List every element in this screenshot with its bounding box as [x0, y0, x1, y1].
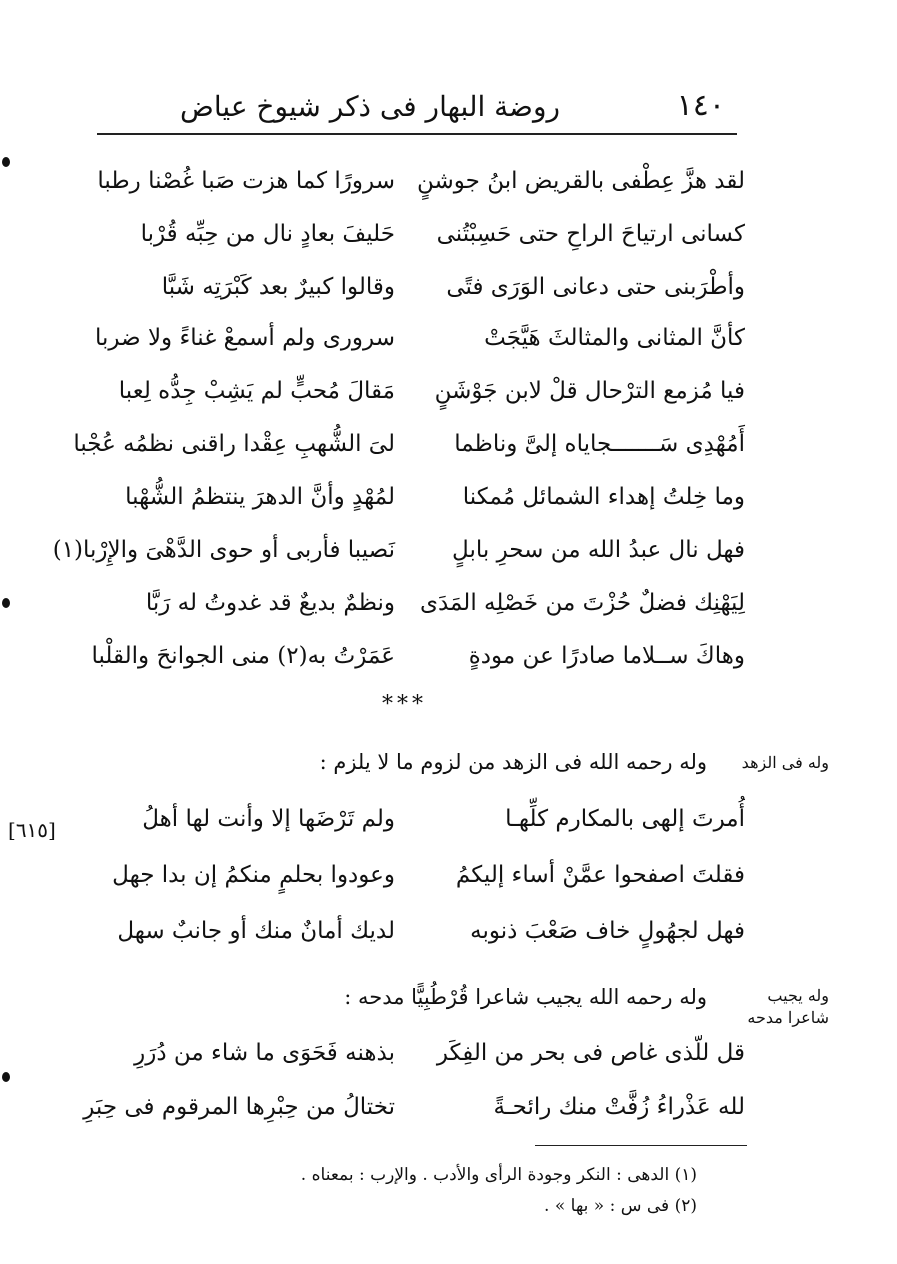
verse-second-hemistich: وقالوا كبيرٌ بعد كَبْرَتِه شَبَّا	[161, 274, 395, 300]
section-intro: وله رحمه الله فى الزهد من لزوم ما لا يلزم :	[319, 750, 707, 774]
page-reference: [٦١٥]	[8, 818, 56, 842]
footnote: (١) الدهى : النكر وجودة الرأى والأدب . والإرب : بمعناه .	[300, 1165, 697, 1185]
verse-line	[95, 274, 745, 314]
verse-second-hemistich: مَقالَ مُحبٍّ لم يَشِبْ جِدُّه لِعبا	[118, 378, 395, 404]
verse-second-hemistich: لمُهْدٍ وأنَّ الدهرَ ينتظمُ الشُّهْبا	[125, 484, 395, 510]
verse-second-hemistich: عَمَرْتُ به(٢) منى الجوانحَ والقلْبا	[91, 643, 395, 669]
verse-line	[83, 1094, 745, 1134]
verse-first-hemistich: كسانى ارتياحَ الراحِ حتى حَسِبْتُنى	[436, 221, 745, 247]
margin-label-zuhd: وله فى الزهد	[741, 753, 829, 772]
verse-first-hemistich: فهل لجهُولٍ خاف صَعْبَ ذنوبه	[470, 918, 745, 944]
verse-line	[95, 1040, 745, 1080]
footnote: (٢) فى س : « بها » .	[544, 1196, 697, 1216]
verse-line	[95, 484, 745, 524]
verse-line	[95, 378, 745, 418]
header-rule	[97, 133, 737, 135]
verse-line	[91, 643, 745, 683]
verse-first-hemistich: لله عَذْراءُ زُفَّتْ منك رائحـةً	[493, 1094, 745, 1120]
verse-line	[95, 862, 745, 902]
verse-second-hemistich: وعودوا بحلمٍ منكمُ إن بدا جهل	[112, 862, 395, 888]
verse-line	[95, 806, 745, 846]
verse-first-hemistich: لقد هزَّ عِطْفى بالقريض ابنُ جوشنٍ	[417, 168, 745, 194]
verse-first-hemistich: كأنَّ المثانى والمثالثَ هَيَّجَتْ	[484, 325, 745, 351]
verse-first-hemistich: لِيَهْنِك فضلٌ حُزْتَ من خَصْلِه المَدَى	[419, 590, 745, 616]
ink-blot	[2, 157, 10, 167]
margin-label-line: وله يجيب	[767, 986, 829, 1005]
margin-label-reply	[729, 985, 829, 1029]
verse-first-hemistich: وما خِلتُ إهداء الشمائل مُمكنا	[462, 484, 745, 510]
footnote-rule	[535, 1145, 747, 1146]
verse-second-hemistich: سرورًا كما هزت صَبا غُصْنا رطبا	[97, 168, 395, 194]
running-title: روضة البهار فى ذكر شيوخ عياض	[179, 90, 560, 123]
verse-second-hemistich: نَصيبا فأربى أو حوى الدَّهْىَ والإِرْبا(١)	[52, 537, 395, 563]
verse-second-hemistich: لديك أمانٌ منك أو جانبٌ سهل	[117, 918, 395, 944]
section-intro: وله رحمه الله يجيب شاعرا قُرْطُبِيًّا مدحه :	[344, 985, 707, 1009]
verse-line	[95, 168, 745, 208]
verse-first-hemistich: أُمرتَ إلهى بالمكارم كلِّهـا	[505, 806, 745, 832]
verse-second-hemistich: تختالُ من حِبْرِها المرقوم فى حِبَرِ	[83, 1094, 395, 1120]
page-header	[179, 88, 725, 128]
verse-line	[95, 590, 745, 630]
verse-first-hemistich: فهل نال عبدُ الله من سحرِ بابلٍ	[452, 537, 745, 563]
verse-second-hemistich: لىَ الشُّهبِ عِقْدا راقنى نظمُه عُجْبا	[73, 431, 395, 457]
verse-first-hemistich: وأطْرَبنى حتى دعانى الوَرَى فتًى	[446, 274, 745, 300]
verse-second-hemistich: ولم تَرْضَها إلا وأنت لها أهلُ	[142, 806, 395, 832]
page-number: ١٤٠	[676, 88, 725, 123]
margin-label-line: شاعرا مدحه	[747, 1008, 829, 1027]
ink-blot	[2, 598, 10, 608]
verse-line	[52, 537, 745, 577]
verse-line	[73, 431, 745, 471]
verse-line	[95, 325, 745, 365]
verse-line	[95, 221, 745, 261]
verse-first-hemistich: فقلتَ اصفحوا عمَّنْ أساء إليكمُ	[455, 862, 745, 888]
verse-second-hemistich: ونظمٌ بديعٌ قد غدوتُ له رَبَّا	[145, 590, 395, 616]
verse-first-hemistich: فيا مُزمع الترْحال قلْ لابن جَوْشَنٍ	[434, 378, 745, 404]
verse-first-hemistich: قل للّذى غاص فى بحر من الفِكَر	[436, 1040, 745, 1066]
verse-first-hemistich: وهاكَ ســلاما صادرًا عن مودةٍ	[468, 643, 745, 669]
verse-second-hemistich: حَليفَ بعادٍ نال من حِبِّه قُرْبا	[140, 221, 395, 247]
ink-blot	[2, 1072, 10, 1082]
verse-second-hemistich: سرورى ولم أسمعْ غناءً ولا ضربا	[95, 325, 395, 351]
verse-line	[95, 918, 745, 958]
verse-first-hemistich: أَمُهْدِى سَـــــــجاياه إلىَّ وناظما	[454, 431, 745, 457]
section-separator: ***	[382, 692, 427, 717]
verse-second-hemistich: بذهنه فَحَوَى ما شاء من دُرَرِ	[134, 1040, 395, 1066]
